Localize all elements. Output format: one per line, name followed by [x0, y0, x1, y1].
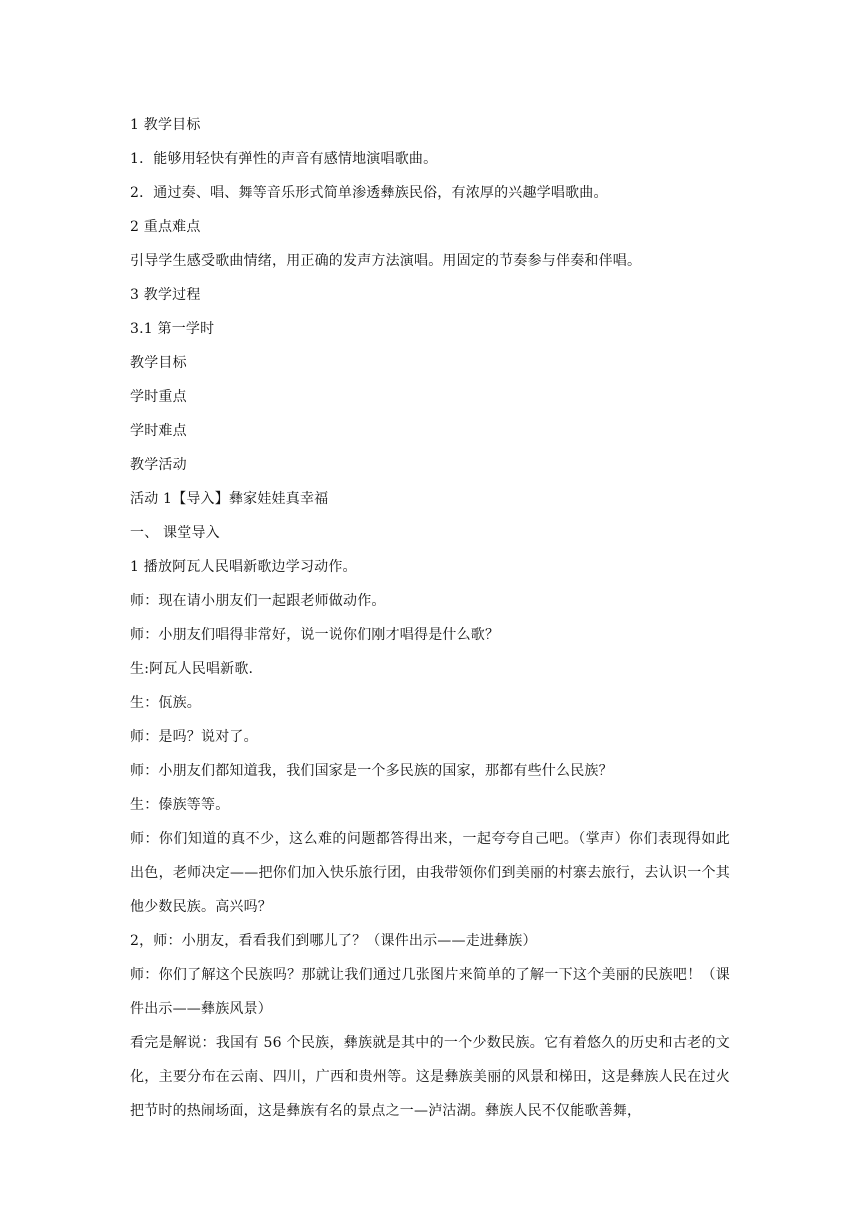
- step-2-paragraph: 2，师：小朋友，看看我们到哪儿了？（课件出示——走进彝族）: [130, 933, 537, 949]
- dialogue-paragraph: 师：你们知道的真不少，这么难的问题都答得出来，一起夸夸自己吧。（掌声）你们表现得如此出色，老师决定——把你们加入快乐旅行团，由我带领你们到美丽的村寨去旅行，去认识一个其他少数民族。高兴吗？: [130, 831, 730, 915]
- narration-paragraph: 看完是解说：我国有 56 个民族，彝族就是其中的一个少数民族。它有着悠久的历史和古老的文化，主要分布在云南、四川，广西和贵州等。这是彝族美丽的风景和梯田，这是彝族人民在过火把节时的热闹场面，这是彝族有名的景点之一—泸沽湖。彝族人民不仅能歌善舞，: [130, 1035, 730, 1119]
- goal-item-1: 1．能够用轻快有弹性的声音有感情地演唱歌曲。: [130, 151, 438, 167]
- activity-1-title: 活动 1【导入】彝家娃娃真幸福: [130, 491, 329, 507]
- section-class-intro: 一、 课堂导入: [130, 525, 220, 541]
- goal-item-2: 2．通过奏、唱、舞等音乐形式简单渗透彝族民俗，有浓厚的兴趣学唱歌曲。: [130, 185, 608, 201]
- heading-teaching-process: 3 教学过程: [130, 287, 201, 303]
- heading-teaching-goals: 1 教学目标: [130, 117, 201, 133]
- dialogue-line: 生：傣族等等。: [130, 797, 230, 813]
- label-teaching-activities: 教学活动: [130, 457, 187, 473]
- document-body: [130, 108, 730, 1128]
- dialogue-line: 师：是吗？说对了。: [130, 729, 258, 745]
- key-difficulties-text: 引导学生感受歌曲情绪，用正确的发声方法演唱。用固定的节奏参与伴奏和伴唱。: [130, 253, 642, 269]
- label-period-difficulty: 学时难点: [130, 423, 187, 439]
- dialogue-line: 师：现在请小朋友们一起跟老师做动作。: [130, 593, 386, 609]
- dialogue-line: 生:阿瓦人民唱新歌.: [130, 661, 254, 677]
- dialogue-line: 师：小朋友们唱得非常好，说一说你们刚才唱得是什么歌？: [130, 627, 500, 643]
- dialogue-line: 生：佤族。: [130, 695, 201, 711]
- label-period-focus: 学时重点: [130, 389, 187, 405]
- dialogue-paragraph: 师：你们了解这个民族吗？那就让我们通过几张图片来简单的了解一下这个美丽的民族吧！（课件出示——彝族风景）: [130, 967, 730, 1017]
- label-teaching-goals: 教学目标: [130, 355, 187, 371]
- dialogue-line: 师：小朋友们都知道我，我们国家是一个多民族的国家，那都有些什么民族？: [130, 763, 613, 779]
- heading-key-difficulties: 2 重点难点: [130, 219, 201, 235]
- subheading-first-period: 3.1 第一学时: [130, 321, 215, 337]
- step-1-play-song: 1 播放阿瓦人民唱新歌边学习动作。: [130, 559, 357, 575]
